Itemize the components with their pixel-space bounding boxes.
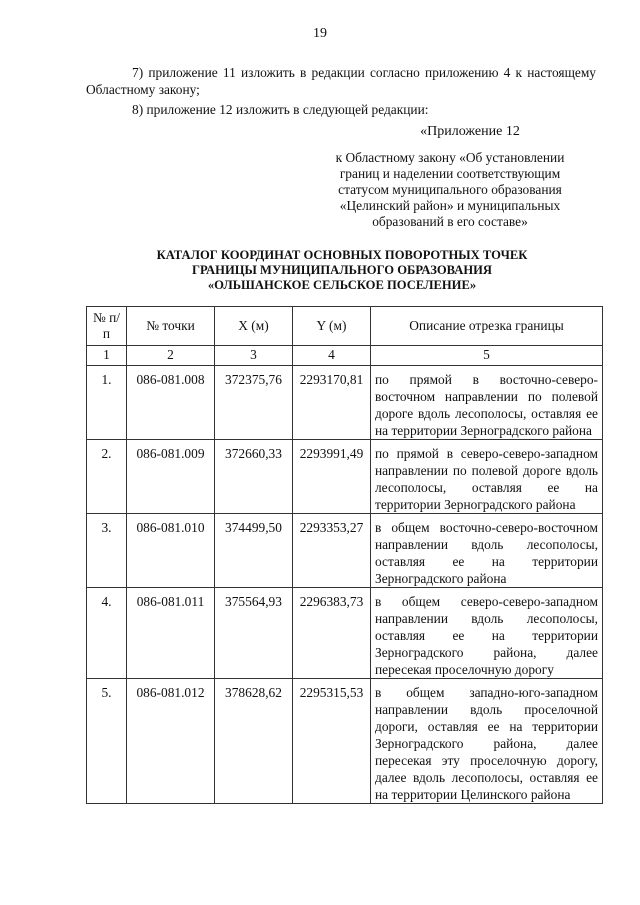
header-y: Y (м) [293, 307, 371, 346]
column-number: 4 [293, 346, 371, 366]
header-number: № п/п [87, 307, 127, 346]
header-description: Описание отрезка границы [371, 307, 603, 346]
point-id: 086-081.008 [127, 366, 215, 440]
segment-description: в общем западно-юго-западном направлении вдоль проселочной дороги, оставляя ее на территории Зерноградского района, далее пересекая эту проселочную дорогу, далее вдоль лесополосы, оставляя ее на территории Целинского района [371, 679, 603, 804]
column-number-row [87, 346, 603, 366]
x-coordinate: 374499,50 [215, 514, 293, 588]
segment-description: в общем северо-северо-западном направлении вдоль лесополосы, оставляя ее на территории Зерноградского района, далее пересекая проселочную дорогу [371, 588, 603, 679]
catalog-title-line: ГРАНИЦЫ МУНИЦИПАЛЬНОГО ОБРАЗОВАНИЯ [191, 263, 493, 277]
row-number: 5. [87, 679, 127, 804]
column-number: 2 [127, 346, 215, 366]
point-id: 086-081.010 [127, 514, 215, 588]
y-coordinate: 2296383,73 [293, 588, 371, 679]
x-coordinate: 372660,33 [215, 440, 293, 514]
appendix-caption-line: «Целинский район» и муниципальных [339, 198, 561, 213]
table-row [87, 679, 603, 804]
catalog-title-line: КАТАЛОГ КООРДИНАТ ОСНОВНЫХ ПОВОРОТНЫХ ТОЧЕК [156, 248, 528, 262]
segment-description: по прямой в восточно-северо-восточном направлении по полевой дороге вдоль лесополосы, оставляя ее на территории Зерноградского района [371, 366, 603, 440]
table-header-row [87, 307, 603, 346]
y-coordinate: 2293170,81 [293, 366, 371, 440]
appendix-caption-line: к Областному закону «Об установлении [335, 150, 565, 165]
table-row [87, 366, 603, 440]
column-number: 3 [215, 346, 293, 366]
x-coordinate: 378628,62 [215, 679, 293, 804]
row-number: 3. [87, 514, 127, 588]
row-number: 4. [87, 588, 127, 679]
point-id: 086-081.011 [127, 588, 215, 679]
y-coordinate: 2295315,53 [293, 679, 371, 804]
paragraph-text: 7) приложение 11 изложить в редакции согласно приложению 4 к настоящему Областному закону; [86, 65, 596, 97]
appendix-title: «Приложение 12 [420, 124, 520, 139]
column-number: 5 [371, 346, 603, 366]
appendix-caption-line: статусом муниципального образования [338, 182, 562, 197]
appendix-caption-line: границ и наделении соответствующим [339, 166, 561, 181]
catalog-title [86, 248, 598, 293]
segment-description: по прямой в северо-северо-западном направлении по полевой дороге вдоль лесополосы, оставляя ее на территории Зерноградского района [371, 440, 603, 514]
paragraph-appendix-12 [86, 101, 596, 118]
paragraph-text: 8) приложение 12 изложить в следующей редакции: [132, 102, 429, 117]
table-row [87, 514, 603, 588]
page-number: 19 [313, 26, 327, 41]
table-row [87, 588, 603, 679]
y-coordinate: 2293353,27 [293, 514, 371, 588]
x-coordinate: 372375,76 [215, 366, 293, 440]
point-id: 086-081.012 [127, 679, 215, 804]
coordinates-table [86, 306, 603, 804]
appendix-caption [300, 150, 600, 230]
header-x: X (м) [215, 307, 293, 346]
table-row [87, 440, 603, 514]
header-point: № точки [127, 307, 215, 346]
catalog-title-line: «ОЛЬШАНСКОЕ СЕЛЬСКОЕ ПОСЕЛЕНИЕ» [207, 278, 477, 292]
paragraph-appendix-11 [86, 64, 596, 98]
appendix-caption-line: образований в его составе» [372, 214, 528, 229]
segment-description: в общем восточно-северо-восточном направлении вдоль лесополосы, оставляя ее на территории Зерноградского района [371, 514, 603, 588]
point-id: 086-081.009 [127, 440, 215, 514]
x-coordinate: 375564,93 [215, 588, 293, 679]
row-number: 1. [87, 366, 127, 440]
column-number: 1 [87, 346, 127, 366]
row-number: 2. [87, 440, 127, 514]
y-coordinate: 2293991,49 [293, 440, 371, 514]
